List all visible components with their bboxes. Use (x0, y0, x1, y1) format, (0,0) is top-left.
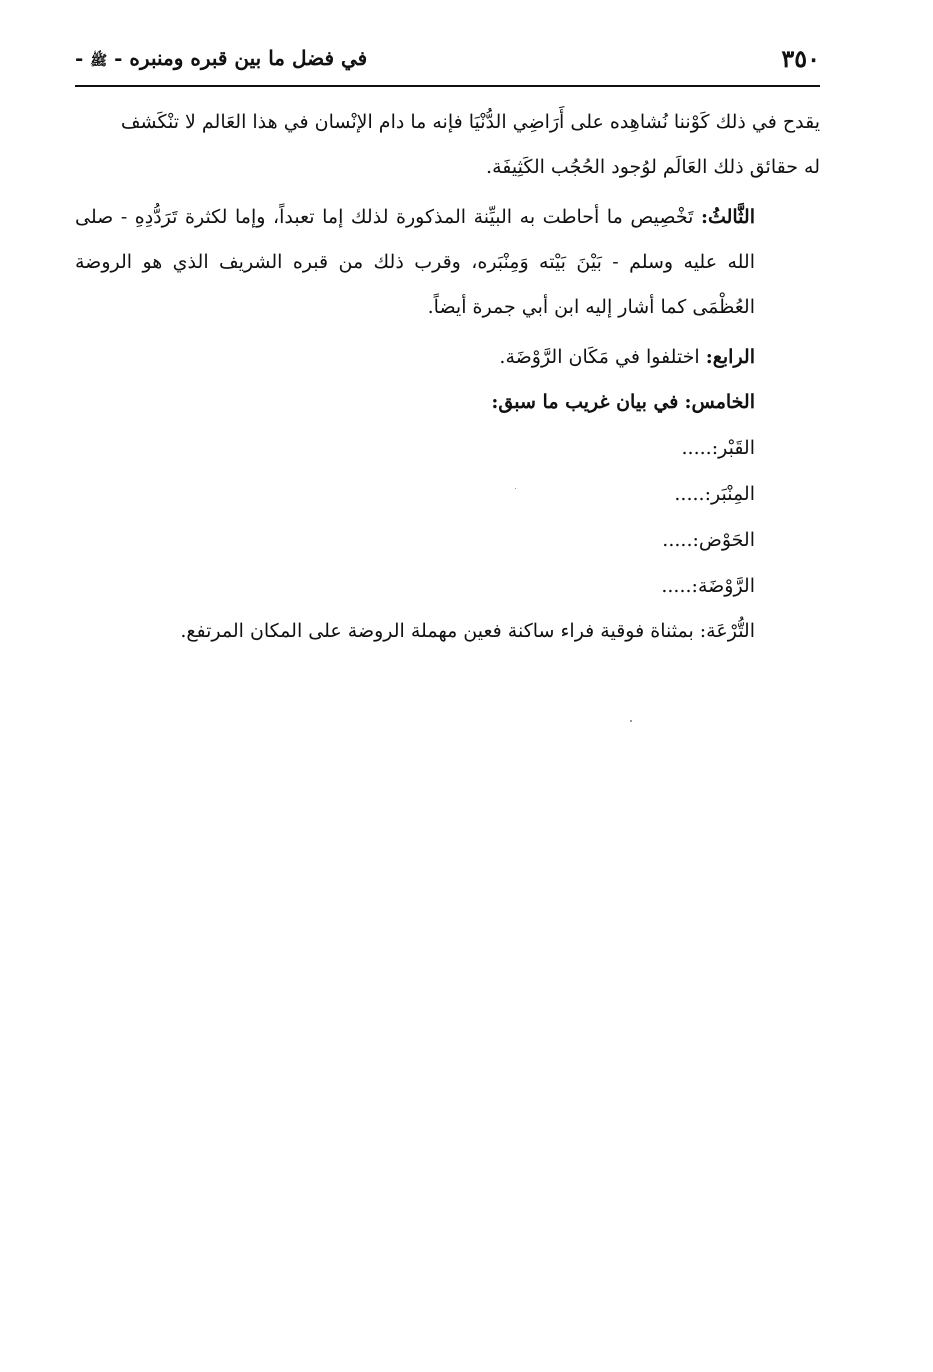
fifth-point-label: الخامس: (684, 391, 755, 413)
fourth-point-paragraph (75, 335, 820, 380)
honorific-glyph: ﷺ (90, 53, 108, 69)
glossary-item-minbar: المِنْبَر:..... (674, 483, 755, 505)
running-title-text: في فضل ما بين قبره ومنبره - (114, 46, 368, 70)
page-number: ٣٥٠ (781, 44, 820, 73)
fourth-point-label: الرابع: (705, 346, 755, 368)
third-point-label: الثَّالثُ: (700, 206, 755, 228)
page-header (75, 42, 820, 82)
intro-line-1: يقدح في ذلك كَوْننا نُشاهِده على أَرَاضِي الدُّنْيَا فإنه ما دام الإنْسان في هذا العَالم لا تنْكَشف (120, 111, 820, 133)
third-point-text: تَخْصِيص ما أحاطت به البيِّنة المذكورة لذلك إما تعبداً، وإما لكثرة تَرَدُّدِهِ - صلى الله عليه وسلم - بَيْنَ بَيْته وَمِنْبَره، وقرب ذلك من قبره الشريف الذي هو الروضة العُظْمَى كما أشار إليه ابن أبي جمرة أيضاً. (75, 206, 755, 318)
page-body (75, 100, 820, 654)
glossary-item-rawda: الرَّوْضَة:..... (661, 575, 755, 597)
scan-speck (630, 720, 632, 722)
scan-speck (515, 488, 516, 489)
third-point-paragraph (75, 195, 820, 330)
glossary-item-hawd: الحَوْض:..... (662, 529, 755, 551)
glossary-item-qabr: القَبْر:..... (681, 437, 755, 459)
fifth-point-text: في بيان غريب ما سبق: (491, 391, 679, 413)
fifth-point-paragraph (75, 380, 820, 425)
tura-definition-paragraph (75, 609, 820, 654)
fourth-point-text: اختلفوا في مَكَان الرَّوْضَة. (499, 346, 700, 368)
header-divider (75, 85, 820, 87)
running-title (75, 46, 367, 72)
tura-label: التُّرْعَة: (699, 620, 755, 642)
intro-line-2: له حقائق ذلك العَالَم لوُجود الحُجُب الكَثِيفَة. (486, 156, 820, 178)
tura-text: بمثناة فوقية فراء ساكنة فعين مهملة الروضة على المكان المرتفع. (180, 620, 694, 642)
running-title-end: - (75, 46, 84, 70)
glossary-list (75, 425, 820, 609)
